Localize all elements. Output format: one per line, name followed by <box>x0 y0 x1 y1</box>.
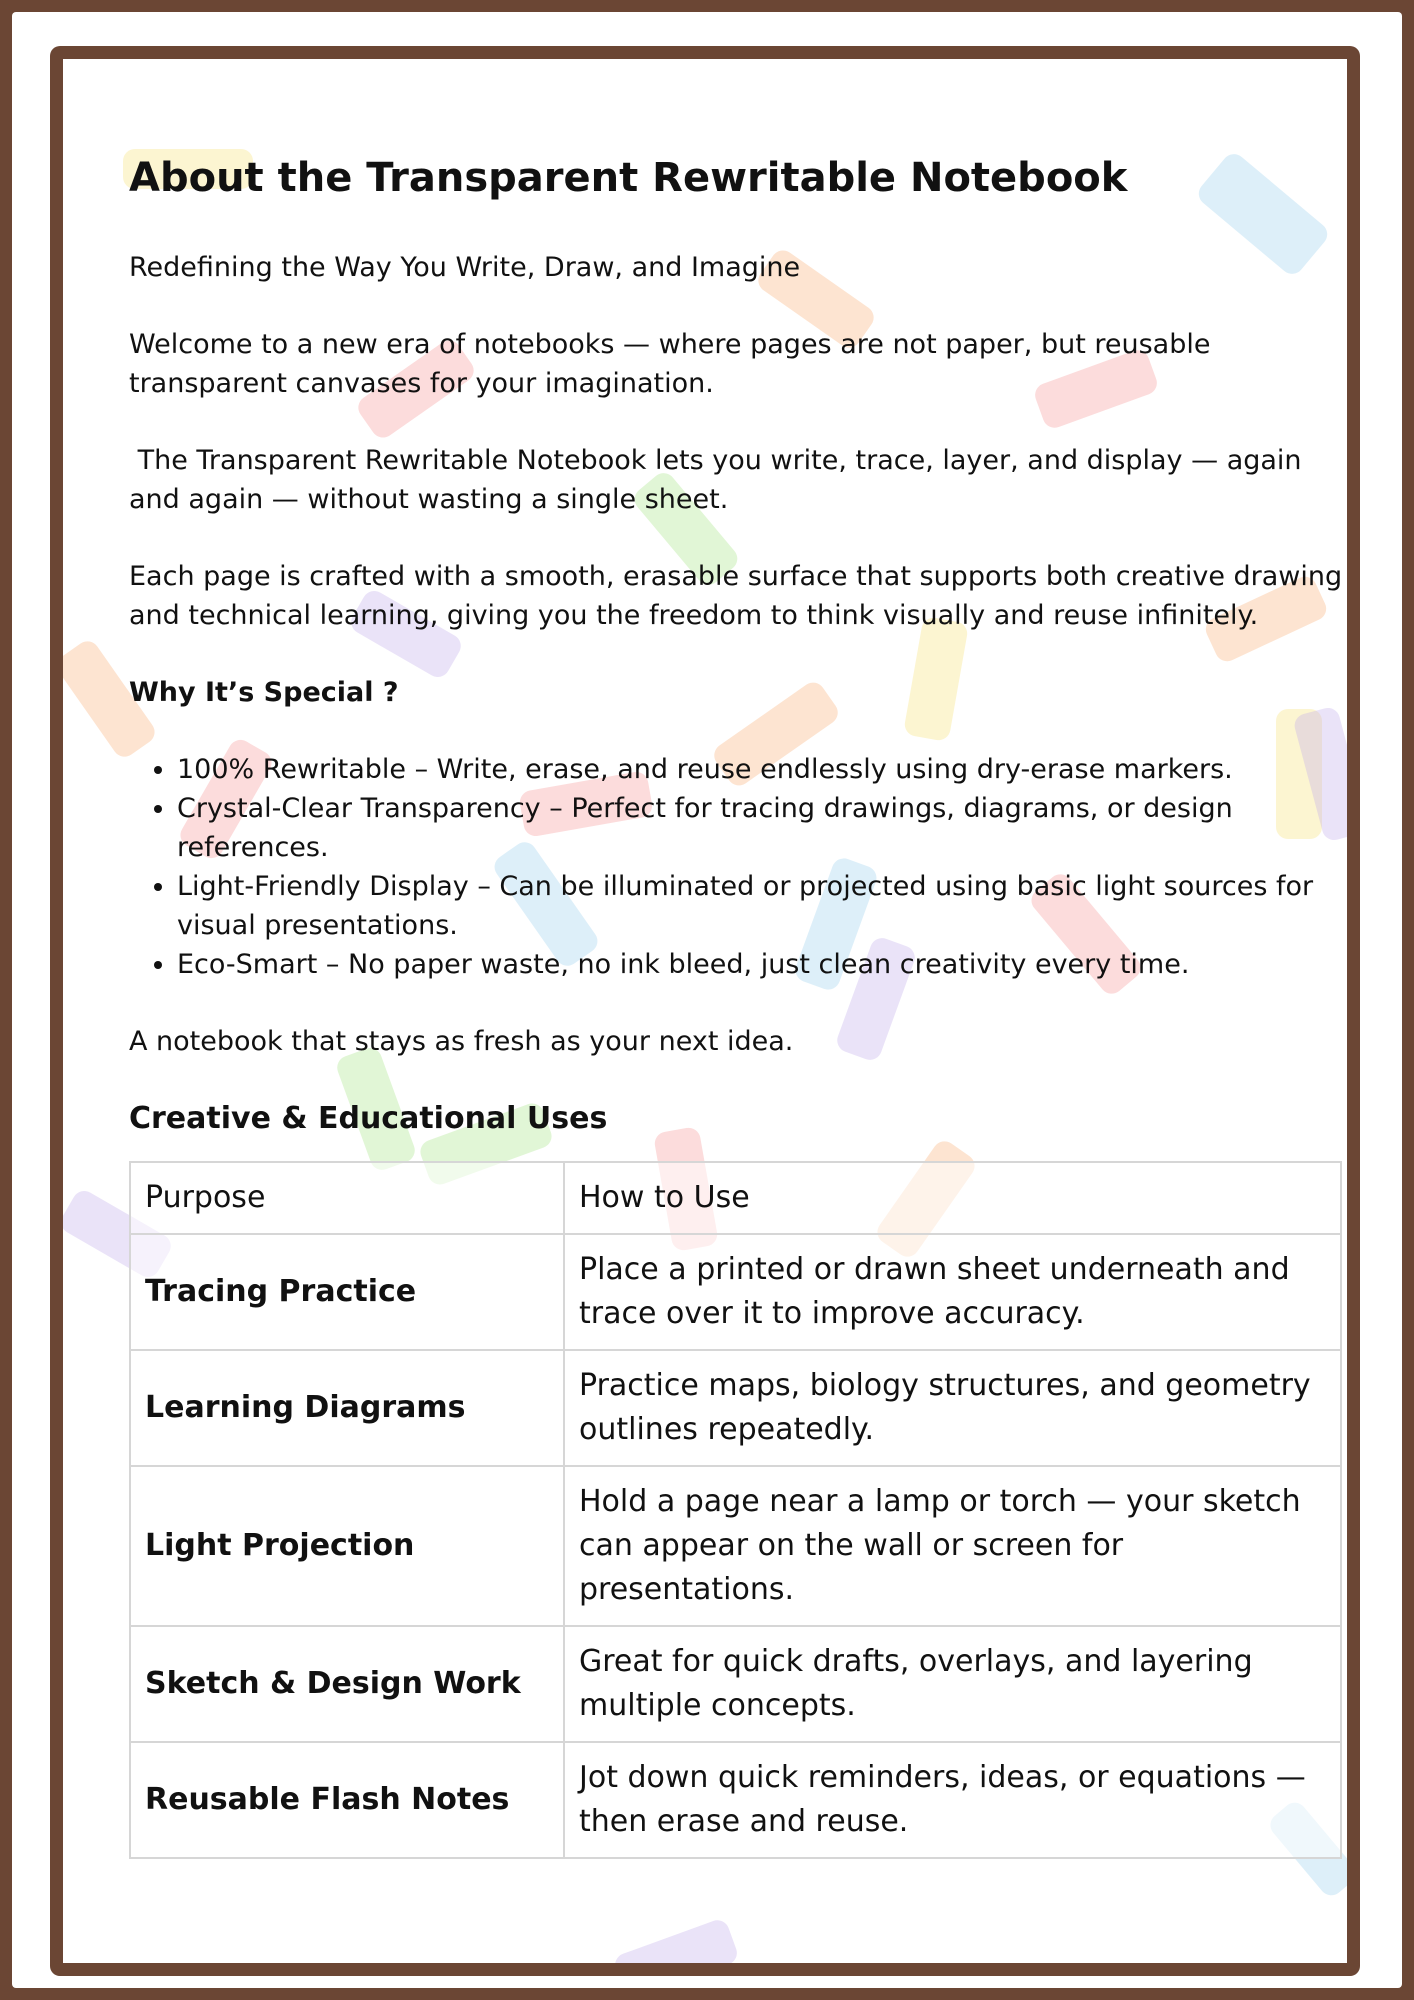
intro-paragraph: The Transparent Rewritable Notebook lets you write, trace, layer, and display — again and again — without wasting a single sheet. <box>129 445 1311 515</box>
feature-list <box>129 750 1344 984</box>
feature-item: • 100% Rewritable – Write, erase, and reuse endlessly using dry-erase markers. <box>177 750 1344 789</box>
purpose-cell: Reusable Flash Notes <box>130 1742 564 1858</box>
uses-table <box>129 1161 1342 1859</box>
table-row <box>130 1742 1341 1858</box>
feature-item: • Crystal-Clear Transparency – Perfect for tracing drawings, diagrams, or design references. <box>177 789 1344 867</box>
purpose-cell: Sketch & Design Work <box>130 1626 564 1742</box>
table-row <box>130 1626 1341 1742</box>
how-cell: Great for quick drafts, overlays, and layering multiple concepts. <box>564 1626 1341 1742</box>
how-cell: Jot down quick reminders, ideas, or equations — then erase and reuse. <box>564 1742 1341 1858</box>
purpose-cell: Tracing Practice <box>130 1234 564 1350</box>
intro-paragraph: Each page is crafted with a smooth, erasable surface that supports both creative drawing and technical learning, giving you the freedom to think visually and reuse infinitely. <box>129 561 1343 631</box>
intro-paragraph: Welcome to a new era of notebooks — where pages are not paper, but reusable transparent canvases for your imagination. <box>129 329 1220 399</box>
purpose-cell: Learning Diagrams <box>130 1350 564 1466</box>
table-row <box>130 1350 1341 1466</box>
purpose-cell: Light Projection <box>130 1466 564 1626</box>
table-row <box>130 1234 1341 1350</box>
page-outer-border <box>12 12 1402 1988</box>
tagline: Redefining the Way You Write, Draw, and Imagine <box>129 252 801 283</box>
table-header-purpose: Purpose <box>130 1162 564 1234</box>
uses-heading: Creative & Educational Uses <box>129 1101 608 1136</box>
how-cell: Place a printed or drawn sheet underneath and trace over it to improve accuracy. <box>564 1234 1341 1350</box>
table-row <box>130 1466 1341 1626</box>
table-header-how: How to Use <box>564 1162 1341 1234</box>
feature-item: • Light-Friendly Display – Can be illuminated or projected using basic light sources for visual presentations. <box>177 867 1344 945</box>
confetti-decoration <box>612 1917 740 1976</box>
table-header-row <box>130 1162 1341 1234</box>
document-content <box>129 150 1344 1859</box>
how-cell: Practice maps, biology structures, and geometry outlines repeatedly. <box>564 1350 1341 1466</box>
feature-item: • Eco-Smart – No paper waste, no ink bleed, just clean creativity every time. <box>177 945 1344 984</box>
document-title: About the Transparent Rewritable Notebook <box>129 155 1128 201</box>
closing-line: A notebook that stays as fresh as your next idea. <box>129 1026 794 1057</box>
how-cell: Hold a page near a lamp or torch — your sketch can appear on the wall or screen for presentations. <box>564 1466 1341 1626</box>
why-special-heading: Why It’s Special ? <box>129 677 399 708</box>
